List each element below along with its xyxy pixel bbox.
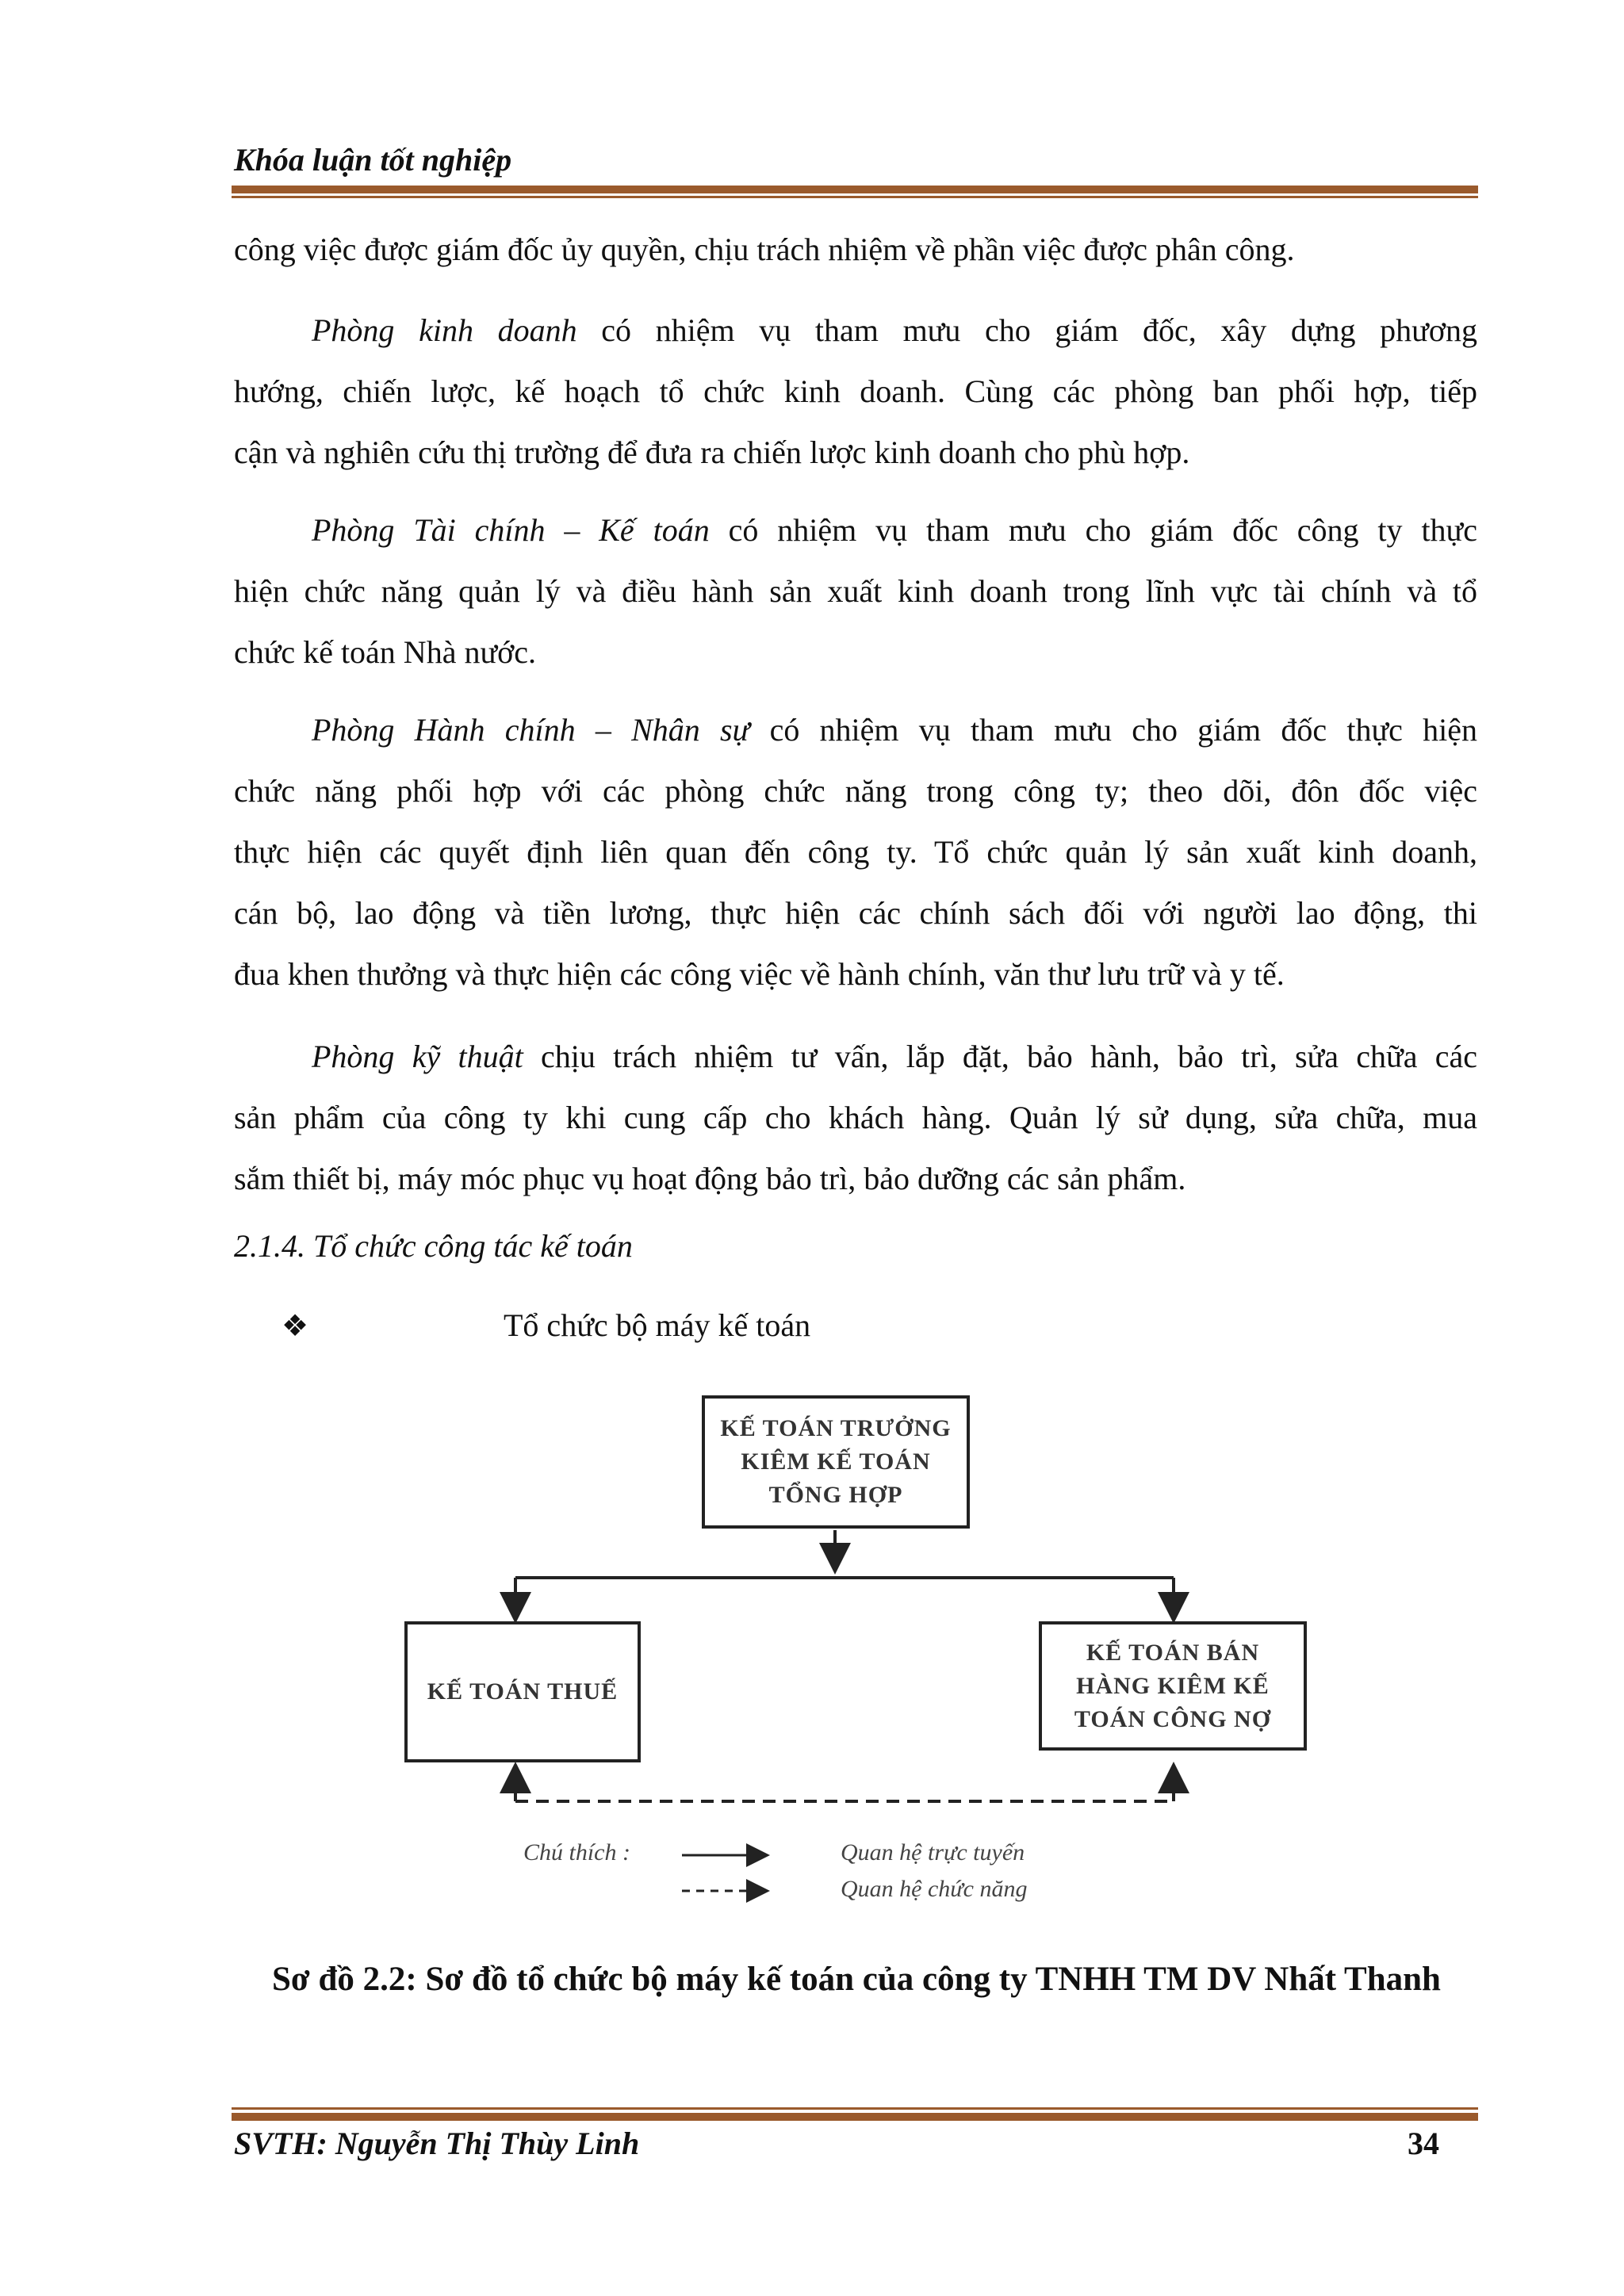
footer-author: SVTH: Nguyễn Thị Thùy Linh [234,2126,640,2161]
legend-label: Chú thích : [523,1839,630,1866]
diagram-caption: Sơ đồ 2.2: Sơ đồ tổ chức bộ máy kế toán của công ty TNHH TM DV Nhất Thanh [272,1961,1441,1998]
box-line: KIÊM KẾ TOÁN [741,1448,931,1475]
paragraph-phong-ky-thuat [234,1026,1477,1209]
paragraph-phong-hanh-chinh [234,699,1477,1004]
paragraph-text: có nhiệm vụ tham mưu cho giám đốc, xây dựng phương [576,312,1477,348]
paragraph-line [234,499,1477,561]
paragraph-text: có nhiệm vụ tham mưu cho giám đốc công ty thực [709,512,1477,548]
paragraph-text: có nhiệm vụ tham mưu cho giám đốc thực hiện [749,712,1477,748]
paragraph-line: sản phẩm của công ty khi cung cấp cho khách hàng. Quản lý sử dụng, sửa chữa, mua [234,1100,1477,1135]
paragraph-text: chịu trách nhiệm tư vấn, lắp đặt, bảo hành, bảo trì, sửa chữa các [523,1039,1477,1074]
box-line: KẾ TOÁN BÁN [1086,1639,1260,1666]
diamond-bullet-icon: ❖ [282,1310,309,1343]
legend-solid-text: Quan hệ trực tuyến [841,1839,1025,1866]
bullet-text: Tổ chức bộ máy kế toán [504,1307,811,1343]
paragraph-lead: Phòng kỹ thuật [312,1039,523,1074]
paragraph-line: cán bộ, lao động và tiền lương, thực hiện các chính sách đối với người lao động, thi [234,895,1477,931]
header-rule-thin [232,196,1478,198]
paragraph-line: hiện chức năng quản lý và điều hành sản xuất kinh doanh trong lĩnh vực tài chính và tổ [234,573,1477,609]
paragraph-line: chức năng phối hợp với các phòng chức năng trong công ty; theo dõi, đôn đốc việc [234,773,1477,809]
header-rule-thick [232,186,1478,193]
paragraph-phong-tai-chinh [234,499,1477,683]
paragraph-line: chức kế toán Nhà nước. [234,634,537,670]
paragraph-line: công việc được giám đốc ủy quyền, chịu trách nhiệm về phần việc được phân công. [234,232,1295,267]
section-heading: 2.1.4. Tổ chức công tác kế toán [234,1228,633,1264]
box-ke-toan-thue [404,1621,641,1762]
box-line: TỔNG HỢP [768,1482,903,1508]
paragraph-phong-kinh-doanh [234,300,1477,483]
paragraph-lead: Phòng Tài chính – Kế toán [312,512,710,548]
box-line: HÀNG KIÊM KẾ [1076,1672,1270,1699]
paragraph-line [234,699,1477,760]
paragraph-line [234,300,1477,361]
box-ke-toan-ban-hang [1039,1621,1307,1751]
box-line: TOÁN CÔNG NỢ [1074,1705,1272,1732]
legend-dashed-text: Quan hệ chức năng [841,1876,1028,1902]
box-ke-toan-truong [702,1395,970,1529]
box-line: KẾ TOÁN TRƯỞNG [720,1415,952,1441]
paragraph-line: cận và nghiên cứu thị trường để đưa ra chiến lược kinh doanh cho phù hợp. [234,434,1190,470]
paragraph-line: thực hiện các quyết định liên quan đến công ty. Tổ chức quản lý sản xuất kinh doanh, [234,834,1477,870]
paragraph-line: đua khen thưởng và thực hiện các công việc về hành chính, văn thư lưu trữ và y tế. [234,956,1285,992]
paragraph-lead: Phòng Hành chính – Nhân sự [312,712,750,748]
paragraph-line [234,1026,1477,1087]
footer-rule-thick [232,2113,1478,2121]
paragraph-line: sắm thiết bị, máy móc phục vụ hoạt động bảo trì, bảo dưỡng các sản phẩm. [234,1161,1186,1196]
box-line: KẾ TOÁN THUẾ [427,1678,619,1705]
header-title: Khóa luận tốt nghiệp [234,142,512,178]
footer-rule-thin [232,2107,1478,2110]
org-chart-diagram [396,1380,1332,1934]
paragraph-lead: Phòng kinh doanh [312,312,577,348]
page-number: 34 [1408,2126,1439,2161]
paragraph-line: hướng, chiến lược, kế hoạch tổ chức kinh doanh. Cùng các phòng ban phối hợp, tiếp [234,373,1477,409]
paragraph-0 [234,219,1477,280]
bullet-item [282,1307,810,1344]
